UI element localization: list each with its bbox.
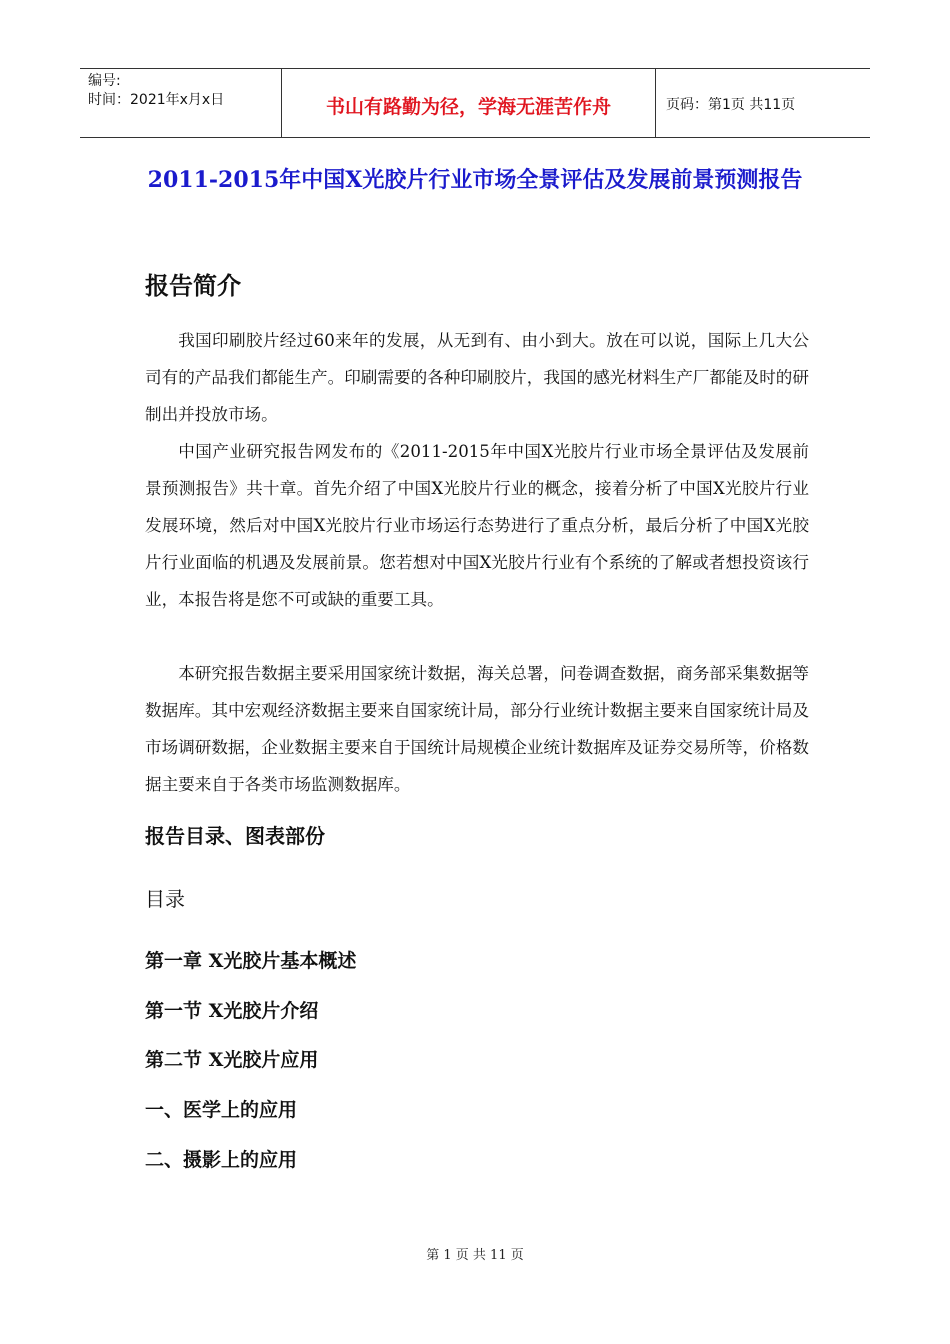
intro-paragraph-1: 我国印刷胶片经过60来年的发展，从无到有、由小到大。放在可以说，国际上几大公司有的产品我们都能生产。印刷需要的各种印刷胶片，我国的感光材料生产厂都能及时的研制出并投放市场。 [145, 331, 809, 424]
toc-item[interactable]: 二、摄影上的应用 [145, 1149, 298, 1171]
toc-item[interactable]: 第二节 X光胶片应用 [145, 1049, 319, 1071]
report-title: 2011-2015年中国X光胶片行业市场全景评估及发展前景预测报告 [147, 167, 803, 193]
catalog-heading: 报告目录、图表部份 [145, 824, 325, 848]
intro-heading: 报告简介 [145, 272, 241, 300]
header-page-code: 页码：第1页 共11页 [666, 97, 796, 113]
document-header [80, 68, 870, 138]
toc-heading: 目录 [145, 887, 185, 911]
serial-label: 编号: [88, 73, 121, 89]
toc-item[interactable]: 一、医学上的应用 [145, 1099, 298, 1121]
header-motto: 书山有路勤为径，学海无涯苦作舟 [282, 69, 656, 137]
toc-item[interactable]: 第一节 X光胶片介绍 [145, 1000, 319, 1022]
toc-item[interactable]: 第一章 X光胶片基本概述 [145, 950, 357, 972]
page-footer: 第 1 页 共 11 页 [426, 1248, 524, 1263]
time-label: 时间：2021年x月x日 [88, 92, 225, 108]
intro-paragraph-2: 中国产业研究报告网发布的《2011-2015年中国X光胶片行业市场全景评估及发展前景预测报告》共十章。首先介绍了中国X光胶片行业的概念，接着分析了中国X光胶片行业发展环境，然后对中国X光胶片行业市场运行态势进行了重点分析，最后分析了中国X光胶片行业面临的机遇及发展前景。您若想对中国X光胶片行业有个系统的了解或者想投资该行业，本报告将是您不可或缺的重要工具。 [145, 442, 809, 609]
intro-paragraph-3: 本研究报告数据主要采用国家统计数据，海关总署，问卷调查数据，商务部采集数据等数据库。其中宏观经济数据主要来自国家统计局，部分行业统计数据主要来自国家统计局及市场调研数据，企业数据主要来自于国统计局规模企业统计数据库及证券交易所等，价格数据主要来自于各类市场监测数据库。 [145, 664, 809, 794]
header-meta [80, 69, 282, 137]
